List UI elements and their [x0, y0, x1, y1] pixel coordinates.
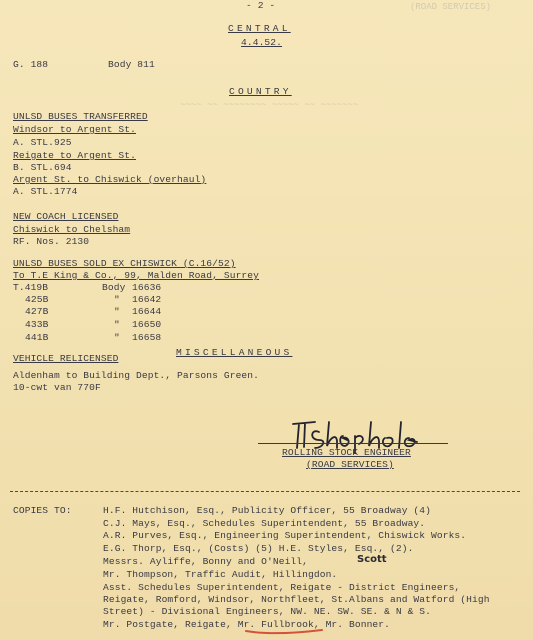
sold-fleet-number: 441B: [25, 332, 49, 343]
sold-ditto-mark: ": [114, 319, 120, 330]
document-date: 4.4.52.: [241, 37, 283, 48]
sold-body-number: 16642: [132, 294, 162, 305]
central-heading: CENTRAL: [228, 23, 291, 34]
sold-fleet-number: T.419B: [13, 282, 49, 293]
transfer-vehicle: A. STL.925: [13, 137, 72, 148]
relicensed-route: Aldenham to Building Dept., Parsons Green.: [13, 370, 260, 381]
transfer-route: Argent St. to Chiswick (overhaul): [13, 174, 207, 185]
new-coach-nos: RF. Nos. 2130: [13, 236, 90, 247]
copies-label: COPIES TO:: [13, 505, 72, 516]
transfer-route: Reigate to Argent St.: [13, 150, 137, 161]
sold-body-number: 16644: [132, 306, 162, 317]
copy-recipient: A.R. Purves, Esq., Engineering Superintendent, Chiswick Works.: [103, 530, 467, 541]
sold-heading: UNLSD BUSES SOLD EX CHISWICK (C.16/52): [13, 258, 236, 269]
copy-recipient: Mr. Thompson, Traffic Audit, Hillingdon.: [103, 569, 338, 580]
signature-line: [258, 443, 448, 444]
transfer-vehicle: A. STL.1774: [13, 186, 78, 197]
new-coach-route: Chiswick to Chelsham: [13, 224, 131, 235]
country-heading: COUNTRY: [229, 86, 292, 97]
page-number: - 2 -: [246, 0, 276, 11]
signatory-department: (ROAD SERVICES): [306, 459, 394, 470]
signatory-title: ROLLING STOCK ENGINEER: [282, 447, 411, 458]
sold-body-label: Body: [102, 282, 126, 293]
sold-ditto-mark: ": [114, 306, 120, 317]
g-reference: G. 188: [13, 59, 49, 70]
copy-recipient: Reigate, Romford, Windsor, Northfleet, St.Albans and Watford (High: [103, 594, 490, 605]
copy-recipient: E.G. Thorp, Esq., (Costs) (5) H.E. Styles, Esq., (2).: [103, 543, 414, 554]
sold-fleet-number: 425B: [25, 294, 49, 305]
sold-buyer: To T.E King & Co., 99, Malden Road, Surrey: [13, 270, 260, 281]
copies-divider: [10, 491, 520, 492]
copy-recipient: Mr. Postgate, Reigate, Mr. Fullbrook, Mr. Bonner.: [103, 619, 391, 630]
body-reference: Body 811: [108, 59, 155, 70]
copy-recipient: Street) - Divisional Engineers, NW. NE. SW. SE. & N & S.: [103, 606, 432, 617]
copy-recipient: Messrs. Ayliffe, Bonny and O'Neill,: [103, 556, 309, 567]
relicensed-vehicle: 10-cwt van 770F: [13, 382, 101, 393]
sold-body-number: 16650: [132, 319, 162, 330]
relicensed-heading: VEHICLE RELICENSED: [13, 353, 119, 364]
sold-body-number: 16636: [132, 282, 162, 293]
miscellaneous-heading: MISCELLANEOUS: [176, 347, 293, 358]
copy-recipient: Asst. Schedules Superintendent, Reigate - District Engineers,: [103, 582, 461, 593]
sold-ditto-mark: ": [114, 294, 120, 305]
sold-body-number: 16658: [132, 332, 162, 343]
transfer-route: Windsor to Argent St.: [13, 124, 137, 135]
copy-recipient: H.F. Hutchison, Esq., Publicity Officer, 55 Broadway (4): [103, 505, 432, 516]
sold-fleet-number: 427B: [25, 306, 49, 317]
transfer-vehicle: B. STL.694: [13, 162, 72, 173]
new-coach-heading: NEW COACH LICENSED: [13, 211, 119, 222]
copy-recipient: C.J. Mays, Esq., Schedules Superintendent, 55 Broadway.: [103, 518, 426, 529]
red-pencil-underline: [244, 628, 324, 636]
sold-fleet-number: 433B: [25, 319, 49, 330]
transferred-heading: UNLSD BUSES TRANSFERRED: [13, 111, 148, 122]
handwritten-annotation: Scott: [357, 554, 387, 565]
sold-ditto-mark: ": [114, 332, 120, 343]
bleed-through-mark: ~~~~ ~~ ~~~~~~~~ ~~~~~ ~~ ~~~~~~~: [180, 100, 359, 110]
bleed-through-mark: (ROAD SERVICES): [410, 2, 492, 12]
